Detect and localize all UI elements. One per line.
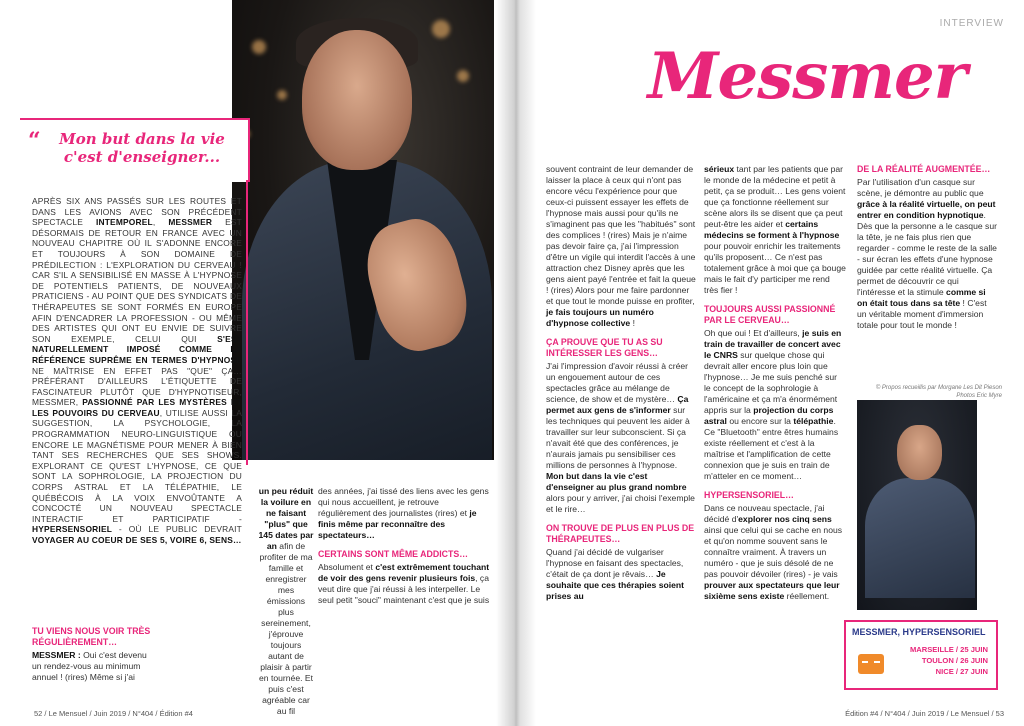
question-block — [32, 626, 154, 683]
stage-photo — [857, 400, 977, 610]
question-heading: TU VIENS NOUS VOIR TRÈS RÉGULIÈREMENT… — [32, 626, 151, 647]
text-run: VOYAGER AU COEUR DE SES 5, VOIRE 6, SENS… — [32, 535, 242, 545]
text-run: télépathie — [793, 416, 834, 426]
text-run: afin de profiter de ma famille et enregistrer mes émissions plus sereinement, j'éprouve toujours autant de plaisir à partir en tournée. Et puis c'est agréable car au fil — [259, 541, 313, 716]
tour-date: NICE / 27 JUIN — [935, 667, 988, 676]
text-run: ! — [630, 318, 635, 328]
tour-dates-box — [844, 620, 998, 690]
ticket-icon — [858, 654, 884, 674]
text-run: un peu réduit la voilure en ne faisant "plus" que 145 dates par an — [258, 486, 314, 551]
text-run: , — [152, 217, 169, 228]
question-heading: DE LA RÉALITÉ AUGMENTÉE… — [857, 164, 991, 174]
text-run: ! C'est un véritable moment d'immersion totale pour tout le monde ! — [857, 298, 987, 330]
page-footer-right: Édition #4 / N°404 / Juin 2019 / Le Mensuel / 53 — [845, 709, 1004, 718]
page-footer-left: 52 / Le Mensuel / Juin 2019 / N°404 / Édition #4 — [34, 709, 193, 718]
question-heading: ÇA PROUVE QUE TU AS SU INTÉRESSER LES GENS… — [546, 337, 663, 358]
question-heading: CERTAINS SONT MÊME ADDICTS… — [318, 549, 469, 559]
text-run: sur les techniques qui peuvent les aider à travailler sur leur subconscient. Si ça n'avait été que des conférences, je n'aurais jamais pu sensibiliser ces millions de personnes à l'hypnose. — [546, 405, 690, 470]
text-run: Ça permet aux gens de s'informer — [546, 394, 689, 415]
text-run: tant par les patients que par le monde de la médecine et petit à petit, ça se produit… Les gens voient que ça fonctionne réellement sur scène alors ils se disent que ça peut peut-être les aider et — [704, 164, 846, 229]
text-run: . Ce "Bluetooth" entre êtres humains existe réellement et c'est à la maîtrise et l'amplification de cette connexion que je suis en train de m'atteler en ce moment… — [704, 416, 839, 481]
article-column-2 — [704, 164, 846, 602]
question-heading: ON TROUVE DE PLUS EN PLUS DE THÉRAPEUTES… — [546, 523, 695, 544]
pull-quote: Mon but dans la vie c'est d'enseigner... — [59, 130, 225, 166]
pink-rule — [246, 180, 248, 465]
text-run: Absolument et — [318, 562, 376, 572]
text-run: Dans ce nouveau spectacle, j'ai décidé d' — [704, 503, 825, 524]
text-run: projection du corps astral — [704, 405, 834, 426]
text-run: . Dès que la personne a le casque sur la tête, je ne fais plus rien que regarder - comme le reste de la salle - sur écran les effets d'une hypnose guidée par cette réalité virtuelle. Ça permet de découvrir ce qui l'intéresse et la stimule — [857, 210, 997, 297]
text-run: comme si on était tous dans sa tête — [857, 287, 986, 308]
text-run: souvent contraint de leur demander de laisser la place à ceux qui n'ont pas encore vécu l'expérience pour que ceux-ci puissent essayer les effets de l'hypnose mais aussi pour qu'ils ne s'imaginent pas que les "habitués" sont des complices ! (rires) Mais je n'aime pas devoir faire ça, j'ai l'impression d'être un vigile qui interdit l'accès à une attraction chez Disney après que les gens aient payé l'entrée et fait la queue ! (rires) Alors pour me faire pardonner et que tout le monde puisse en profiter, — [546, 164, 696, 306]
text-run: Par l'utilisation d'un casque sur scène, je démontre au public que — [857, 177, 984, 198]
text-run: , UTILISE AUSSI LA SUGGESTION, LA PSYCHOLOGIE, LA PROGRAMMATION NEURO-LINGUISTIQUE OU ENCORE LE MAGNÉTISME POUR MENER À BIEN TANT SES RECHERCHES QUE SES SHOWS. EXPLORANT CE QU'EST L'HYPNOSE, CE QUE SONT LA SOPHROLOGIE, LA PROJECTION DU CORPS ASTRAL ET LA TÉLÉPATHIE, LE QUÉBÉCOIS À LA VOIX ENVOÛTANTE A CONCOCTÉ UN NOUVEAU SPECTACLE INTERACTIF ET PARTICIPATIF - — [32, 407, 242, 524]
text-run: je fais toujours un numéro d'hypnose collective — [546, 307, 654, 328]
text-run: c'est extrêmement touchant de voir des gens revenir plusieurs fois — [318, 562, 490, 583]
tour-dates-list — [910, 644, 988, 677]
text-run: je finis même par reconnaître des spectateurs… — [318, 508, 477, 540]
article-column-3 — [318, 486, 490, 606]
question-heading: TOUJOURS AUSSI PASSIONNÉ PAR LE CERVEAU… — [704, 304, 836, 325]
text-run: grâce à la réalité virtuelle, on peut entrer en condition hypnotique — [857, 199, 996, 220]
tour-date: MARSEILLE / 25 JUIN — [909, 645, 988, 654]
article-title: Messmer — [647, 39, 967, 114]
text-run: certains médecins se forment à l'hypnose — [704, 219, 840, 240]
text-run: HYPERSENSORIEL — [32, 524, 113, 535]
text-run: réellement. — [784, 591, 830, 601]
text-run: des années, j'ai tissé des liens avec les gens qui nous accueillent, je retrouve régulièrement des journalistes — [318, 486, 489, 518]
text-run: Mon but dans la vie c'est d'enseigner au plus grand nombre — [546, 471, 687, 492]
text-run: (rires) — [435, 508, 458, 518]
tour-title: MESSMER, HYPERSENSORIEL — [852, 627, 986, 637]
text-run: APRÈS SIX ANS PASSÉS SUR LES ROUTES ET DANS LES AVIONS AVEC SON PRÉCÉDENT SPECTACLE — [32, 196, 242, 228]
text-run: pour pouvoir enrichir les traitements qu'ils proposent… Ce n'est pas totalement grâce à moi que ça bouge mais le fait d'y participer me rend très fier ! — [704, 241, 846, 295]
text-run: sérieux — [704, 164, 735, 174]
text-run: et — [457, 508, 470, 518]
section-label: INTERVIEW — [939, 18, 1004, 29]
text-run: NE MAÎTRISE EN EFFET PAS "QUE" ÇA… PRÉFÉRANT D'AILLEURS L'ÉTIQUETTE DE FASCINATEUR PLUTÔT QUE D'HYPNOTISEUR, MESSMER, — [32, 365, 242, 408]
answer-text: MESSMER : Oui c'est devenu un rendez-vous au minimum annuel ! (rires) Même si j'ai — [32, 650, 147, 682]
text-run: J'ai l'impression d'avoir réussi à créer un engouement autour de ces spectacles grâce au mélange de science, de show et de mystère… — [546, 361, 688, 404]
question-heading: HYPERSENSORIEL… — [704, 490, 794, 500]
tour-date: TOULON / 26 JUIN — [921, 656, 988, 665]
text-run: ou encore sur la — [726, 416, 794, 426]
text-run: EST DÉSORMAIS DE RETOUR EN FRANCE AVEC UN NOUVEAU CHAPITRE OÙ IL S'ADONNE ENCORE ET TOUJOURS À SON DOMAINE DE PRÉDILECTION : L'EXPLORATION DU CERVEAU ! CAR S'IL A SENSIBILISÉ EN MASSE À L'HYPNOSE DE POTENTIELS PATIENTS, DE NOUVEAUX PRATICIENS - AU POINT QUE DES SYNDICATS DE THÉRAPEUTES SE SONT FORMÉS EN EUROPE AFIN D'ENCADRER LA PROFESSION - OU MÊME DES ARTISTES QUI ONT EU ENVIE DE SUIVRE SON EXEMPLE, CELUI QUI — [32, 217, 242, 344]
text-run: sur quelque chose qui devrait aller encore plus loin que l'hypnose… Je me suis penché sur le concept de la sophrologie à l'américaine et ça m'a énormément appris sur la — [704, 350, 838, 415]
text-run: prouver aux spectateurs que leur sixième sens existe — [704, 580, 840, 601]
text-run: , ça veut dire que j'ai réussi à les interpeller. Le seul petit "souci" maintenant c'est que je suis — [318, 573, 490, 605]
intro-paragraph — [32, 196, 242, 546]
portrait-photo — [232, 0, 494, 460]
text-run: explorer nos cinq sens — [738, 514, 832, 524]
text-run: alors pour y arriver, j'ai choisi l'exemple et le rire… — [546, 493, 695, 514]
right-page — [512, 0, 1024, 726]
text-run: - OÙ LE PUBLIC DEVRAIT — [112, 524, 242, 535]
photo-credit: © Propos recueillis par Morgane Les Dit Pieson Photos Eric Myre — [875, 385, 1002, 399]
quote-mark: “ — [28, 128, 41, 154]
text-run: PASSIONNÉ PAR LES MYSTÈRES ET LES POUVOIRS DU CERVEAU — [32, 397, 242, 418]
text-run: INTEMPOREL — [95, 217, 153, 228]
text-run: S'EST NATURELLEMENT IMPOSÉ COMME LA RÉFÉRENCE SUPRÊME EN TERMES D'HYPNOSE — [32, 333, 242, 365]
article-column-2 — [258, 486, 314, 717]
text-run: Oh que oui ! Et d'ailleurs, — [704, 328, 803, 338]
text-run: MESSMER — [168, 217, 213, 228]
text-run: Quand j'ai décidé de vulgariser l'hypnose en faisant des spectacles, c'était de ça dont je rêvais… — [546, 547, 684, 579]
text-run: je suis en train de travailler de concert avec le CNRS — [704, 328, 842, 360]
text-run: Je souhaite que ces thérapies soient prises au — [546, 569, 685, 601]
article-column-3 — [857, 164, 997, 331]
text-run: ainsi que celui qui se cache en nous et qu'on nomme souvent sans le connaître vraiment. À travers un numéro - que je suis désolé de ne pas pouvoir dévoiler (rires) - je vais — [704, 525, 843, 579]
article-column-1 — [546, 164, 696, 602]
